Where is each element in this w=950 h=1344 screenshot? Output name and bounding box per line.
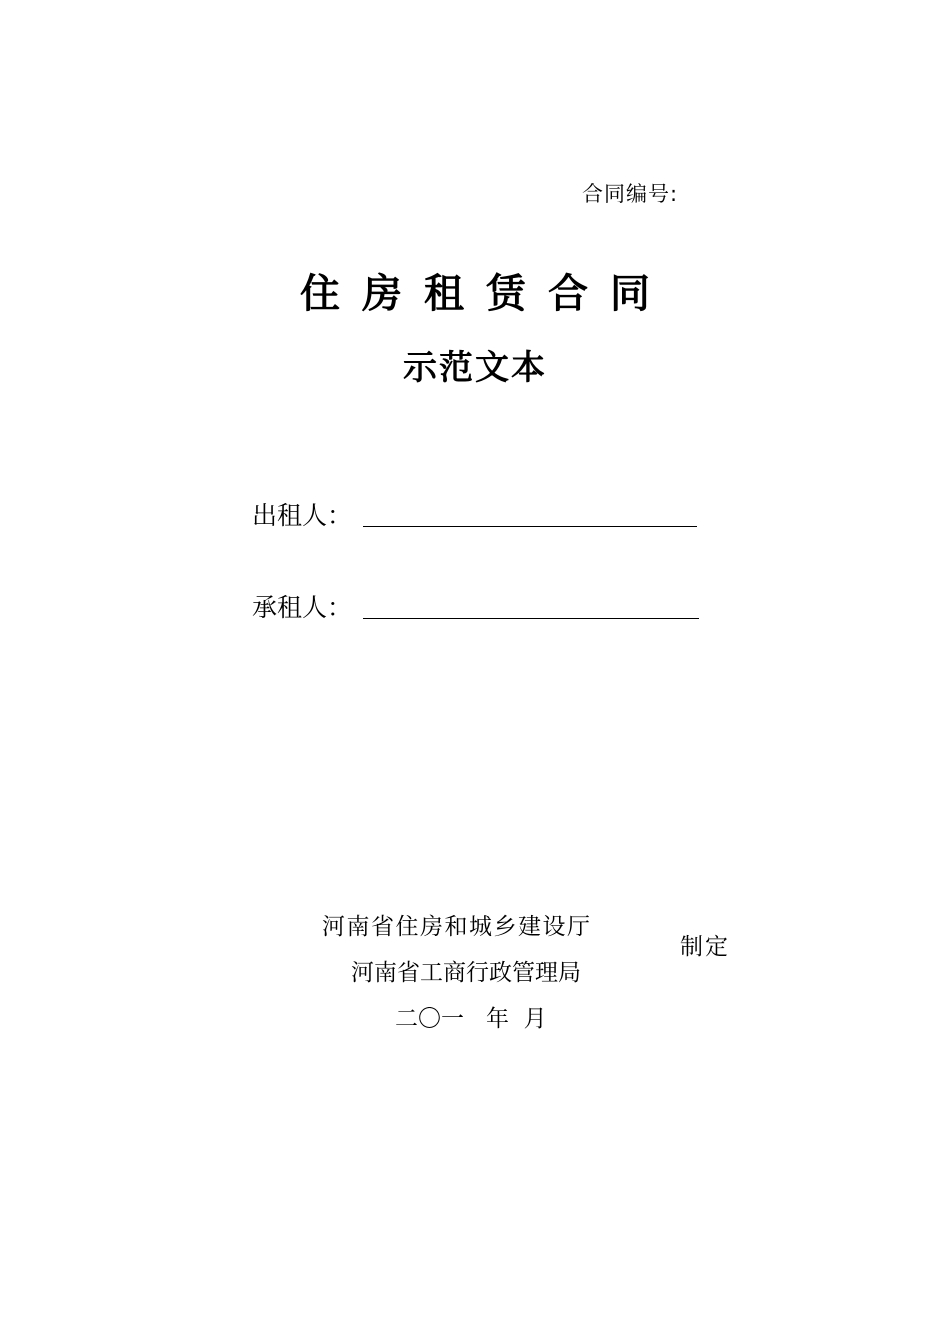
date-year-prefix: 二〇一 bbox=[395, 1006, 464, 1032]
lessee-label: 承租人： bbox=[252, 593, 353, 622]
document-title: 住房租赁合同 bbox=[300, 270, 672, 317]
issued-label: 制定 bbox=[680, 934, 730, 960]
date-year-label: 年 bbox=[485, 1006, 509, 1032]
lessor-label: 出租人： bbox=[252, 501, 353, 530]
lessee-blank-line[interactable] bbox=[363, 618, 699, 619]
issuer-housing-department: 河南省住房和城乡建设厅 bbox=[322, 914, 592, 940]
lessor-blank-line[interactable] bbox=[363, 526, 697, 527]
issuer-commerce-bureau: 河南省工商行政管理局 bbox=[351, 960, 581, 986]
contract-number-label: 合同编号: bbox=[582, 182, 679, 206]
date-month-label: 月 bbox=[523, 1006, 547, 1032]
issue-date bbox=[395, 1000, 547, 1033]
document-subtitle: 示范文本 bbox=[403, 348, 547, 388]
